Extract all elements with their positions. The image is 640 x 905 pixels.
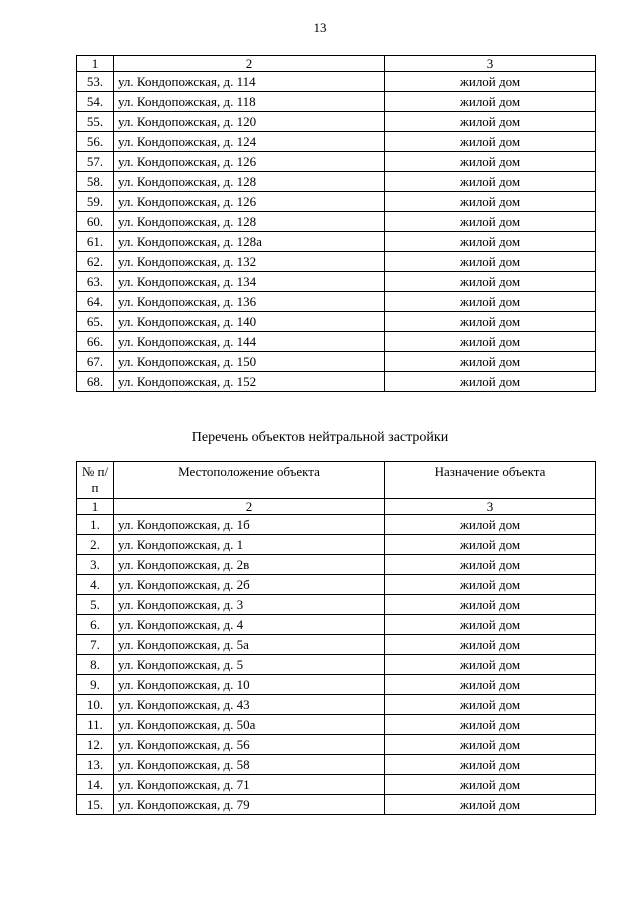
row-number: 66. <box>77 332 114 352</box>
table-row <box>77 352 596 372</box>
column-number: 1 <box>77 499 114 515</box>
row-number: 15. <box>77 795 114 815</box>
table-row <box>77 635 596 655</box>
row-number: 7. <box>77 635 114 655</box>
row-purpose: жилой дом <box>385 212 596 232</box>
row-number: 55. <box>77 112 114 132</box>
row-address: ул. Кондопожская, д. 118 <box>114 92 385 112</box>
row-address: ул. Кондопожская, д. 128 <box>114 172 385 192</box>
row-address: ул. Кондопожская, д. 58 <box>114 755 385 775</box>
row-address: ул. Кондопожская, д. 50а <box>114 715 385 735</box>
row-number: 57. <box>77 152 114 172</box>
row-address: ул. Кондопожская, д. 2в <box>114 555 385 575</box>
table-row <box>77 535 596 555</box>
row-address: ул. Кондопожская, д. 114 <box>114 72 385 92</box>
row-number: 67. <box>77 352 114 372</box>
table-row <box>77 372 596 392</box>
table-row <box>77 575 596 595</box>
table-body <box>77 72 596 392</box>
table-body <box>77 515 596 815</box>
row-address: ул. Кондопожская, д. 128 <box>114 212 385 232</box>
row-address: ул. Кондопожская, д. 56 <box>114 735 385 755</box>
row-address: ул. Кондопожская, д. 10 <box>114 675 385 695</box>
column-number: 2 <box>114 56 385 72</box>
row-address: ул. Кондопожская, д. 5 <box>114 655 385 675</box>
table-row <box>77 312 596 332</box>
row-number: 3. <box>77 555 114 575</box>
row-number: 59. <box>77 192 114 212</box>
row-number: 58. <box>77 172 114 192</box>
row-address: ул. Кондопожская, д. 144 <box>114 332 385 352</box>
row-address: ул. Кондопожская, д. 132 <box>114 252 385 272</box>
row-purpose: жилой дом <box>385 735 596 755</box>
row-address: ул. Кондопожская, д. 2б <box>114 575 385 595</box>
column-number: 3 <box>385 56 596 72</box>
row-purpose: жилой дом <box>385 312 596 332</box>
table-row <box>77 252 596 272</box>
row-address: ул. Кондопожская, д. 4 <box>114 615 385 635</box>
row-purpose: жилой дом <box>385 352 596 372</box>
table-row <box>77 655 596 675</box>
table-row <box>77 72 596 92</box>
table-row <box>77 795 596 815</box>
row-number: 14. <box>77 775 114 795</box>
column-number: 3 <box>385 499 596 515</box>
table-row <box>77 212 596 232</box>
row-purpose: жилой дом <box>385 795 596 815</box>
table-row <box>77 112 596 132</box>
row-purpose: жилой дом <box>385 515 596 535</box>
row-purpose: жилой дом <box>385 635 596 655</box>
row-purpose: жилой дом <box>385 675 596 695</box>
row-purpose: жилой дом <box>385 192 596 212</box>
header-location: Местоположение объекта <box>114 462 385 499</box>
row-number: 5. <box>77 595 114 615</box>
table-row <box>77 515 596 535</box>
row-address: ул. Кондопожская, д. 134 <box>114 272 385 292</box>
row-number: 68. <box>77 372 114 392</box>
row-address: ул. Кондопожская, д. 128а <box>114 232 385 252</box>
row-address: ул. Кондопожская, д. 3 <box>114 595 385 615</box>
table-row <box>77 92 596 112</box>
row-purpose: жилой дом <box>385 595 596 615</box>
row-purpose: жилой дом <box>385 332 596 352</box>
row-purpose: жилой дом <box>385 615 596 635</box>
row-address: ул. Кондопожская, д. 126 <box>114 152 385 172</box>
row-number: 8. <box>77 655 114 675</box>
row-purpose: жилой дом <box>385 252 596 272</box>
row-purpose: жилой дом <box>385 535 596 555</box>
table-row <box>77 775 596 795</box>
objects-table-continued <box>76 55 596 392</box>
row-number: 2. <box>77 535 114 555</box>
row-number: 56. <box>77 132 114 152</box>
row-address: ул. Кондопожская, д. 140 <box>114 312 385 332</box>
row-number: 13. <box>77 755 114 775</box>
column-number: 2 <box>114 499 385 515</box>
table-row <box>77 595 596 615</box>
table-row <box>77 555 596 575</box>
row-purpose: жилой дом <box>385 555 596 575</box>
row-address: ул. Кондопожская, д. 1б <box>114 515 385 535</box>
column-numbers-row <box>77 56 596 72</box>
row-number: 60. <box>77 212 114 232</box>
row-number: 62. <box>77 252 114 272</box>
row-purpose: жилой дом <box>385 92 596 112</box>
row-address: ул. Кондопожская, д. 1 <box>114 535 385 555</box>
table-row <box>77 715 596 735</box>
row-number: 54. <box>77 92 114 112</box>
row-purpose: жилой дом <box>385 152 596 172</box>
header-num: № п/п <box>77 462 114 499</box>
row-purpose: жилой дом <box>385 715 596 735</box>
row-purpose: жилой дом <box>385 755 596 775</box>
table-row <box>77 735 596 755</box>
row-purpose: жилой дом <box>385 132 596 152</box>
table-row <box>77 695 596 715</box>
row-address: ул. Кондопожская, д. 120 <box>114 112 385 132</box>
table-row <box>77 675 596 695</box>
table-row <box>77 615 596 635</box>
row-purpose: жилой дом <box>385 775 596 795</box>
row-purpose: жилой дом <box>385 172 596 192</box>
row-purpose: жилой дом <box>385 695 596 715</box>
row-address: ул. Кондопожская, д. 136 <box>114 292 385 312</box>
table-row <box>77 172 596 192</box>
row-number: 63. <box>77 272 114 292</box>
row-purpose: жилой дом <box>385 292 596 312</box>
row-address: ул. Кондопожская, д. 43 <box>114 695 385 715</box>
header-row <box>77 462 596 499</box>
table-row <box>77 232 596 252</box>
table-row <box>77 332 596 352</box>
row-number: 6. <box>77 615 114 635</box>
column-numbers-row <box>77 499 596 515</box>
row-purpose: жилой дом <box>385 655 596 675</box>
row-address: ул. Кондопожская, д. 71 <box>114 775 385 795</box>
row-number: 53. <box>77 72 114 92</box>
row-purpose: жилой дом <box>385 372 596 392</box>
row-number: 65. <box>77 312 114 332</box>
row-number: 12. <box>77 735 114 755</box>
table-row <box>77 755 596 775</box>
section-title: Перечень объектов нейтральной застройки <box>191 430 449 445</box>
row-address: ул. Кондопожская, д. 5а <box>114 635 385 655</box>
row-purpose: жилой дом <box>385 272 596 292</box>
row-address: ул. Кондопожская, д. 152 <box>114 372 385 392</box>
row-purpose: жилой дом <box>385 72 596 92</box>
table-row <box>77 192 596 212</box>
row-number: 61. <box>77 232 114 252</box>
row-purpose: жилой дом <box>385 575 596 595</box>
row-purpose: жилой дом <box>385 112 596 132</box>
table-row <box>77 272 596 292</box>
header-purpose: Назначение объекта <box>385 462 596 499</box>
page-number: 13 <box>313 20 327 35</box>
table-row <box>77 292 596 312</box>
row-number: 10. <box>77 695 114 715</box>
row-address: ул. Кондопожская, д. 124 <box>114 132 385 152</box>
row-number: 1. <box>77 515 114 535</box>
row-number: 11. <box>77 715 114 735</box>
table-row <box>77 152 596 172</box>
row-address: ул. Кондопожская, д. 150 <box>114 352 385 372</box>
row-address: ул. Кондопожская, д. 126 <box>114 192 385 212</box>
neutral-objects-table <box>76 461 596 815</box>
row-number: 64. <box>77 292 114 312</box>
row-purpose: жилой дом <box>385 232 596 252</box>
row-number: 9. <box>77 675 114 695</box>
row-address: ул. Кондопожская, д. 79 <box>114 795 385 815</box>
row-number: 4. <box>77 575 114 595</box>
column-number: 1 <box>77 56 114 72</box>
table-row <box>77 132 596 152</box>
